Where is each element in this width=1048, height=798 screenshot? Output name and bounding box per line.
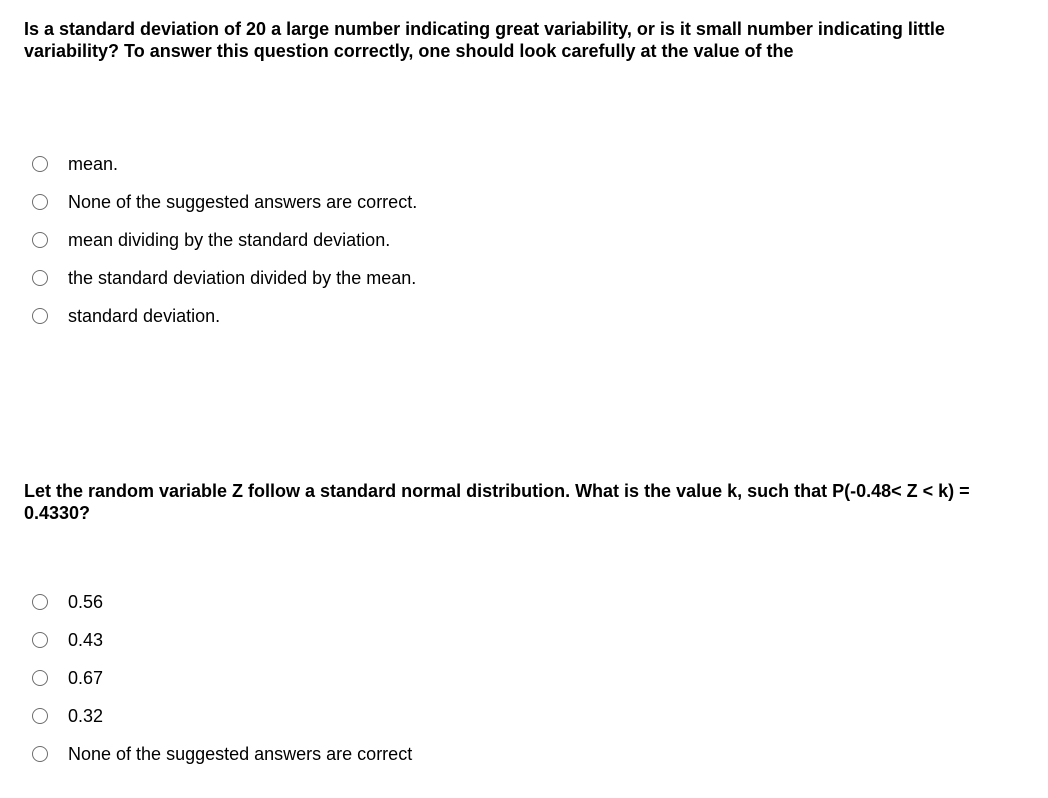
radio-button[interactable] [32,232,48,248]
q2-option-4[interactable] [32,697,412,735]
q2-option-3-label: 0.67 [68,668,104,688]
q1-option-5-label: standard deviation. [68,306,221,326]
radio-button[interactable] [32,670,48,686]
q2-option-2[interactable] [32,621,412,659]
q2-option-2-label: 0.43 [68,630,104,650]
q1-option-4[interactable] [32,259,417,297]
q1-option-3[interactable] [32,221,417,259]
radio-button[interactable] [32,194,48,210]
radio-button[interactable] [32,270,48,286]
radio-button[interactable] [32,308,48,324]
radio-button[interactable] [32,632,48,648]
q1-option-1[interactable] [32,145,417,183]
question-1 [24,18,1024,326]
question-2-options [32,583,412,773]
radio-button[interactable] [32,594,48,610]
q2-option-1-label: 0.56 [68,592,104,612]
q1-option-3-label: mean dividing by the standard deviation. [68,230,391,250]
q1-option-5[interactable] [32,297,417,335]
radio-button[interactable] [32,708,48,724]
radio-button[interactable] [32,746,48,762]
question-1-text: Is a standard deviation of 20 a large number indicating great variability, or is it small number indicating little variability? To answer this question correctly, one should look carefully at the value of the [24,19,945,61]
q2-option-5[interactable] [32,735,412,773]
q2-option-4-label: 0.32 [68,706,104,726]
question-2 [24,480,1024,764]
q1-option-1-label: mean. [68,154,119,174]
question-2-text: Let the random variable Z follow a standard normal distribution. What is the value k, such that P(-0.48< Z < k) = 0.4330? [24,481,970,523]
radio-button[interactable] [32,156,48,172]
q1-option-2[interactable] [32,183,417,221]
q2-option-5-label: None of the suggested answers are correct [68,744,413,764]
question-1-options [32,145,417,335]
q2-option-1[interactable] [32,583,412,621]
q1-option-4-label: the standard deviation divided by the mean. [68,268,417,288]
q2-option-3[interactable] [32,659,412,697]
q1-option-2-label: None of the suggested answers are correct. [68,192,418,212]
